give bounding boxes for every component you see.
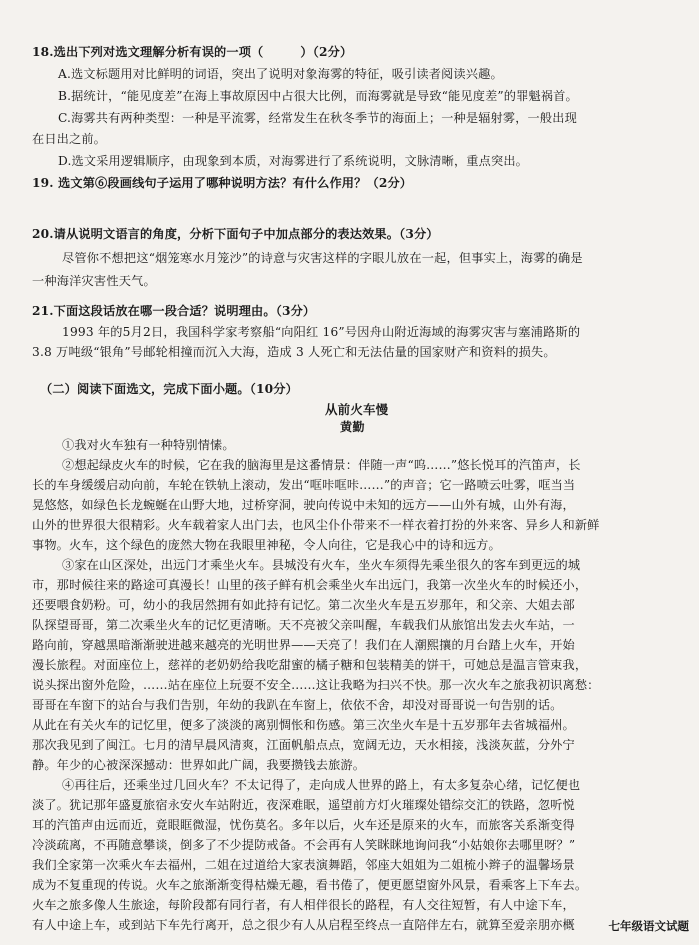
para-line: 静。年少的心被深深撼动：世界如此广阔，我要攒钱去旅游。 [32, 758, 366, 772]
para-line: 长的车身缓缓启动向前，车轮在铁轨上滚动，发出“哐咔哐咔……”的声音；它一路喷云吐雾，哐当当 [32, 478, 576, 492]
q18-option-c-cont: 在日出之前。 [32, 132, 107, 146]
para-line: 有人中途上车，或到站下车先行离开，总之很少有人从启程至终点一直陪伴左右，就算至爱亲朋亦概 [32, 918, 575, 932]
para-line: ④再往后，还乘坐过几回火车？不太记得了，走向成人世界的路上，有太多复杂心绪，记忆便也 [62, 778, 581, 792]
para-line: 哥哥在车窗下的站台与我们告别，年幼的我趴在车窗上，依依不舍，却没对哥哥说一句告别的话。 [32, 698, 563, 712]
q18-option-a: A.选文标题用对比鲜明的词语，突出了说明对象海雾的特征，吸引读者阅读兴趣。 [58, 67, 503, 81]
para-line: ③家在山区深处，出远门才乘坐火车。县城没有火车，坐火车须得先乘坐很久的客车到更远的城 [62, 558, 581, 572]
q21-quote-line1: 1993 年的5月2日，我国科学家考察船“向阳红 16”号因舟山附近海域的海雾灾害与塞浦路斯的 [62, 325, 581, 339]
para-line: 漫长旅程。对面座位上，慈祥的老奶奶给我吃甜蜜的橘子糖和包装精美的饼干，可她总是温言管束我， [32, 658, 588, 672]
para-line: ②想起绿皮火车的时候，它在我的脑海里是这番情景：伴随一声“呜……”悠长悦耳的汽笛声，长 [62, 458, 581, 472]
para-line: ①我对火车独有一种特别情愫。 [62, 438, 235, 452]
para-line: 我们全家第一次乘火车去福州，二姐在过道给大家表演舞蹈，邻座大姐姐为二姐梳小辫子的温馨场景 [32, 858, 575, 872]
para-line: 事物。火车，这个绿色的庞然大物在我眼里神秘，令人向往，它是我心中的诗和远方。 [32, 538, 501, 552]
q20-quote-line1: 尽管你不想把这“烟笼寒水月笼沙”的诗意与灾害这样的字眼儿放在一起，但事实上，海雾的确是 [62, 251, 583, 265]
q21-stem: 21.下面这段话放在哪一段合适？说明理由。（3分） [32, 304, 316, 318]
para-line: 山外的世界很大很精彩。火车载着家人出门去，也风尘仆仆带来不一样衣着打扮的外来客、异乡人和新鲜 [32, 518, 600, 532]
article-title: 从前火车慢 [325, 402, 389, 417]
q18-stem: 18.选出下列对选文理解分析有误的一项（ ）（2分） [32, 45, 353, 59]
q18-option-b: B.据统计，“能见度差”在海上事故原因中占很大比例，而海雾就是导致“能见度差”的罪魁祸首。 [58, 89, 578, 103]
para-line: 路向前，穿越黑暗渐渐驶进越来越亮的光明世界——天亮了！我们在人潮熙攘的月台踏上火车，开始 [32, 638, 575, 652]
q18-option-d: D.选文采用逻辑顺序，由现象到本质，对海雾进行了系统说明，文脉清晰，重点突出。 [58, 154, 528, 168]
para-line: 晃悠悠，如绿色长龙蜿蜒在山野大地，过桥穿洞，驶向传说中未知的远方——山外有城，山外有海， [32, 498, 575, 512]
section2-heading: （二）阅读下面选文，完成下面小题。（10分） [40, 382, 298, 396]
para-line: 冷淡疏离，不再随意攀谈，倒多了不少提防戒备。不会再有人笑眯眯地询问我“小姑娘你去哪里呀？” [32, 838, 576, 852]
para-line: 从此在有关火车的记忆里，便多了淡淡的离别惆怅和伤感。第三次坐火车是十五岁那年去省城福州。 [32, 718, 575, 732]
article-author: 黄勤 [340, 420, 365, 434]
q20-quote-line2: 一种海洋灾害性天气。 [32, 274, 156, 288]
para-line: 耳的汽笛声由远而近，竟眼眶微湿，忧伤莫名。多年以后，火车还是原来的火车，而旅客关系渐变得 [32, 818, 575, 832]
para-line: 火车之旅多像人生旅途，每阶段都有同行者，有人相伴很长的路程，有人交往短暂，有人中途下车， [32, 898, 575, 912]
para-line: 队探望哥哥，第二次乘坐火车的记忆更清晰。天不亮被父亲叫醒，车载我们从旅馆出发去火车站，一 [32, 618, 575, 632]
para-line: 还要喂食奶粉。可，幼小的我居然拥有如此持有记忆。第二次坐火车是五岁那年，和父亲、大姐去部 [32, 598, 575, 612]
para-line: 说头探出窗外危险，……站在座位上玩耍不安全……这让我略为扫兴不快。那一次火车之旅我初识离愁： [32, 678, 600, 692]
q20-stem: 20.请从说明文语言的角度，分析下面句子中加点部分的表达效果。（3分） [32, 227, 439, 241]
q19-stem: 19. 选文第⑥段画线句子运用了哪种说明方法？有什么作用？（2分） [32, 176, 413, 190]
para-line: 成为不复重现的传说。火车之旅渐渐变得枯燥无趣，看书倦了，便更愿望窗外风景，看乘客上下车去。 [32, 878, 588, 892]
para-line: 淡了。犹记那年盛夏旅宿永安火车站附近，夜深难眠，遥望前方灯火璀璨处错综交汇的铁路，忽听悦 [32, 798, 575, 812]
q18-option-c: C.海雾共有两种类型：一种是平流雾，经常发生在秋冬季节的海面上；一种是辐射雾，一般出现 [58, 111, 577, 125]
page-footer: 七年级语文试题 [608, 919, 689, 933]
para-line: 那次我见到了闽江。七月的清早晨风清爽，江面帆船点点，宽阔无边，天水相接，浅淡灰蓝，分外宁 [32, 738, 575, 752]
q21-quote-line2: 3.8 万吨级“银角”号邮轮相撞而沉入大海，造成 3 人死亡和无法估量的国家财产和资料的损失。 [32, 345, 556, 359]
para-line: 市，那时候往来的路途可真漫长！山里的孩子鲜有机会乘坐火车出远门，我第一次坐火车的时候还小， [32, 578, 588, 592]
